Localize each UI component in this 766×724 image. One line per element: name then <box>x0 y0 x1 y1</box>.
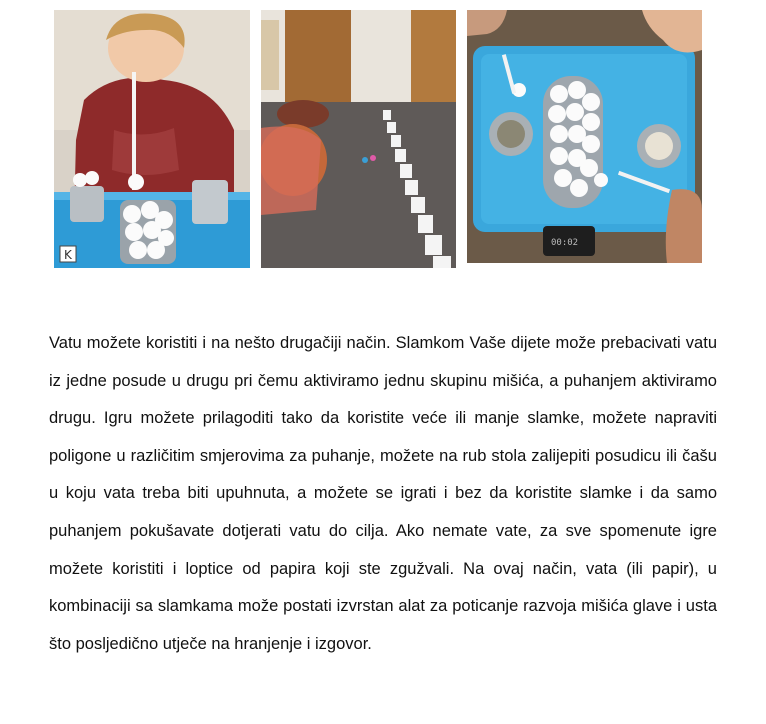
photo-cup-line <box>261 10 456 268</box>
photo-child-straw <box>54 10 250 268</box>
photo-tray-cotton <box>467 10 702 263</box>
body-paragraph: Vatu možete koristiti i na nešto drugačiji način. Slamkom Vaše dijete može prebacivati vatu iz jedne posude u drugu pri čemu aktiviramo jednu skupinu mišića, a puhanjem aktiviramo drugu. Igru možete prilagoditi tako da koristite veće ili manje slamke, možete napraviti poligone u različitim smjerovima za puhanje, možete na rub stola zalijepiti posudicu ili čašu u koju vata treba biti upuhnuta, a možete se igrati i bez da koristite slamke i da samo puhanjem pokušavate dotjerati vatu do cilja. Ako nemate vate, za sve spomenute igre možete koristiti i loptice od papira koji ste zgužvali. Na ovaj način, vata (ili papir), u kombinaciji sa slamkama može postati izvrstan alat za poticanje razvoja mišića glave i usta što posljedično utječe na hranjenje i izgovor. <box>49 334 717 653</box>
svg-text:00:02: 00:02 <box>551 238 579 248</box>
svg-text:K: K <box>64 248 72 262</box>
cup-line-image <box>261 10 456 268</box>
tray-cotton-image <box>467 10 702 263</box>
child-straw-image <box>54 10 250 268</box>
